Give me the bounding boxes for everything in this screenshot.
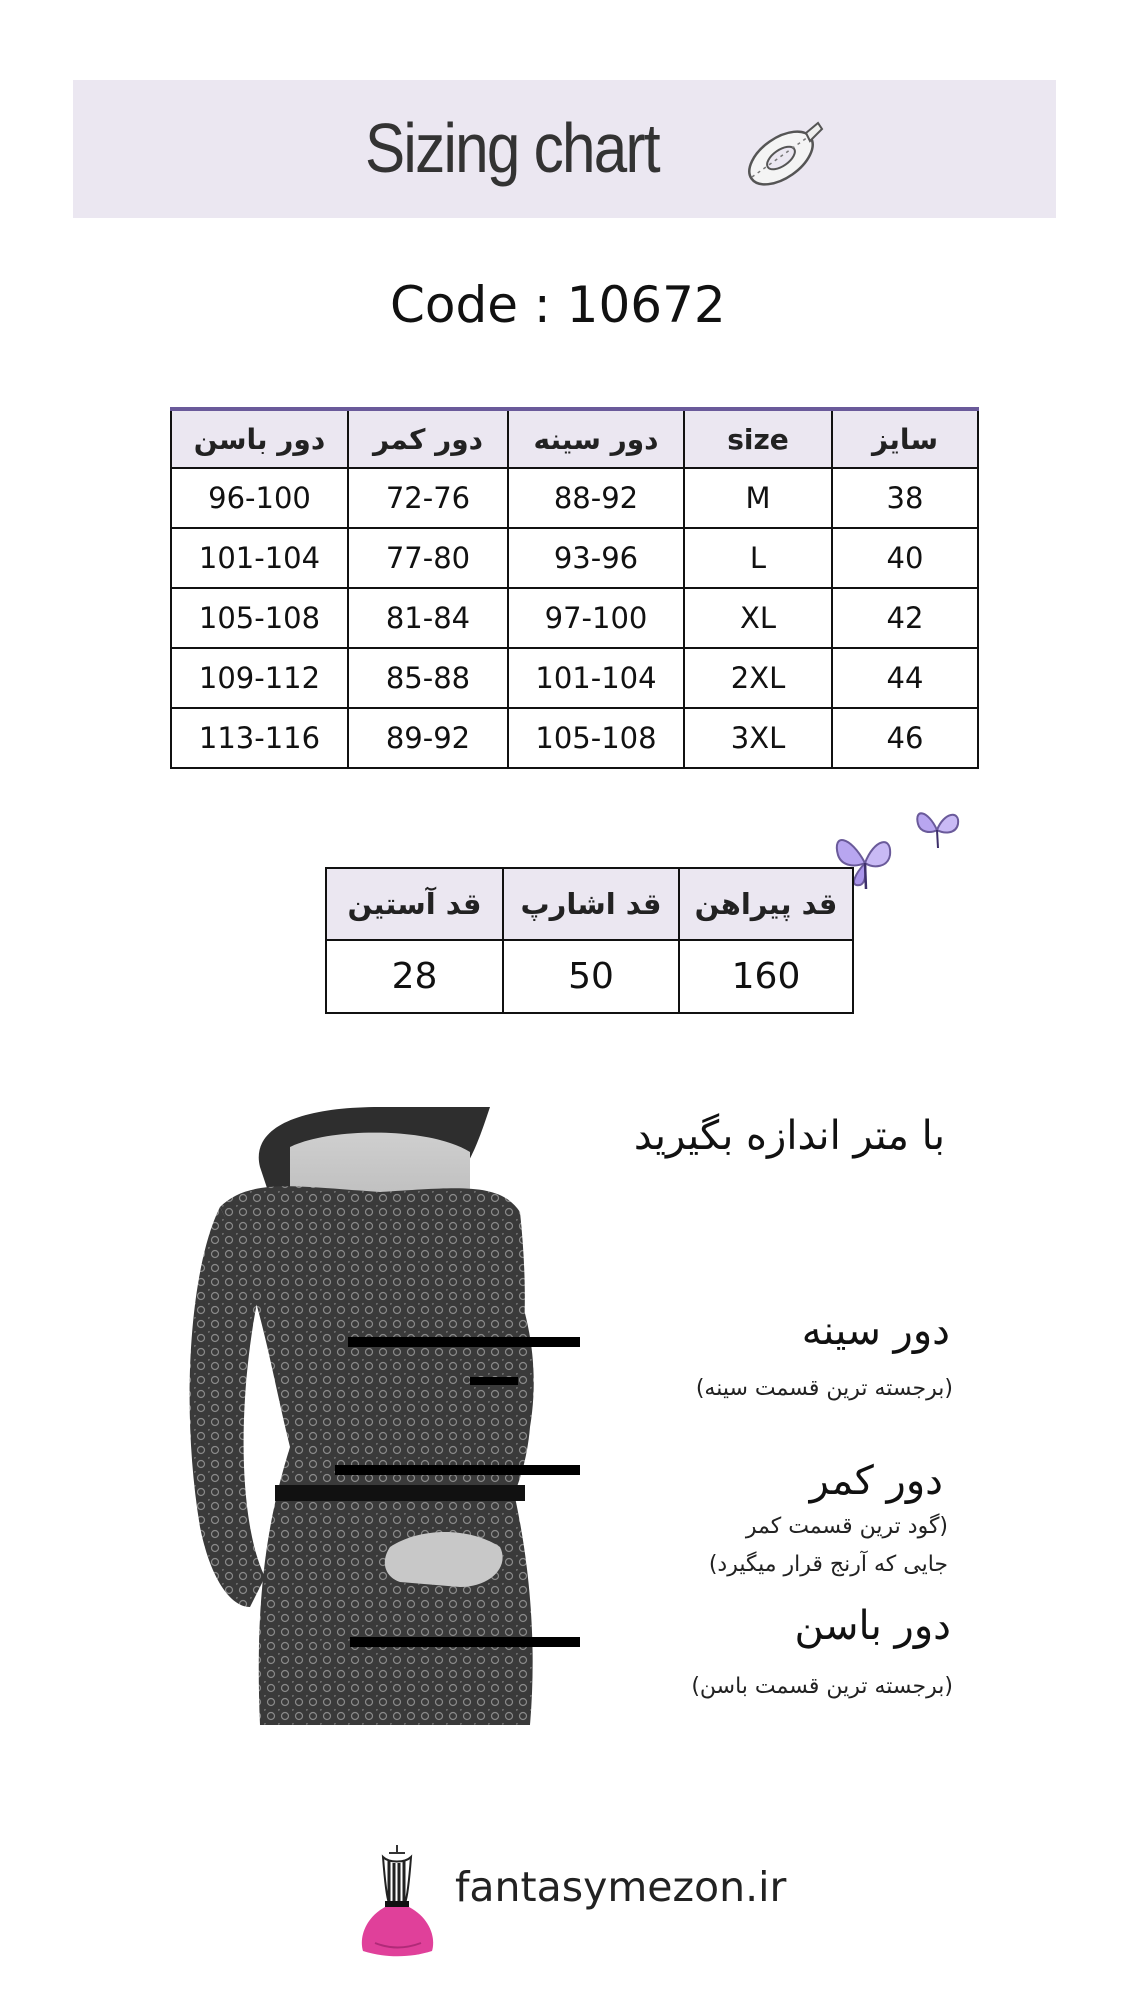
size-table <box>170 407 979 769</box>
header-size-fa: سایز <box>832 409 978 468</box>
length-table-header <box>326 868 853 940</box>
page-title: Sizing chart <box>365 109 659 187</box>
cell-size-en: M <box>684 468 832 528</box>
header-bust: دور سینه <box>508 409 684 468</box>
cell-size-en: XL <box>684 588 832 648</box>
table-row <box>171 708 978 768</box>
bust-label: دور سینه <box>801 1308 950 1354</box>
cell-sash-length: 50 <box>503 940 679 1013</box>
cell-waist: 85-88 <box>348 648 508 708</box>
cell-size-en: 3XL <box>684 708 832 768</box>
cell-bust: 101-104 <box>508 648 684 708</box>
cell-waist: 72-76 <box>348 468 508 528</box>
measurement-photo <box>180 1107 580 1725</box>
instructions-title: با متر اندازه بگیرید <box>633 1113 945 1159</box>
cell-sleeve-length: 28 <box>326 940 503 1013</box>
cell-size-en: 2XL <box>684 648 832 708</box>
table-row <box>171 588 978 648</box>
cell-waist: 81-84 <box>348 588 508 648</box>
header-waist: دور کمر <box>348 409 508 468</box>
header-size-en: size <box>684 409 832 468</box>
table-row <box>171 648 978 708</box>
hip-note: (برجسته ترین قسمت باسن) <box>691 1674 953 1699</box>
product-code: Code : 10672 <box>390 276 726 334</box>
header-dress-length: قد پیراهن <box>679 868 853 940</box>
cell-size-fa: 42 <box>832 588 978 648</box>
waist-note-line2: جایی که آرنج قرار میگیرد) <box>708 1552 948 1577</box>
cell-waist: 77-80 <box>348 528 508 588</box>
dress-logo-icon <box>355 1843 440 1958</box>
cell-bust: 97-100 <box>508 588 684 648</box>
cell-size-fa: 44 <box>832 648 978 708</box>
waist-label: دور کمر <box>809 1458 943 1504</box>
cell-hip: 113-116 <box>171 708 348 768</box>
size-table-header <box>171 409 978 468</box>
cell-bust: 105-108 <box>508 708 684 768</box>
cell-bust: 88-92 <box>508 468 684 528</box>
butterfly-icon <box>910 800 965 855</box>
table-row <box>171 528 978 588</box>
table-row <box>326 940 853 1013</box>
waist-note-line1: (گود ترین قسمت کمر <box>745 1514 948 1539</box>
measuring-tape-icon <box>738 115 824 201</box>
bust-note: (برجسته ترین قسمت سینه) <box>695 1376 953 1401</box>
cell-bust: 93-96 <box>508 528 684 588</box>
cell-size-en: L <box>684 528 832 588</box>
cell-hip: 105-108 <box>171 588 348 648</box>
cell-waist: 89-92 <box>348 708 508 768</box>
header-sash-length: قد اشارپ <box>503 868 679 940</box>
cell-size-fa: 40 <box>832 528 978 588</box>
cell-dress-length: 160 <box>679 940 853 1013</box>
site-url: fantasymezon.ir <box>455 1863 787 1911</box>
table-row <box>171 468 978 528</box>
header-hip: دور باسن <box>171 409 348 468</box>
hip-label: دور باسن <box>794 1603 951 1649</box>
cell-hip: 109-112 <box>171 648 348 708</box>
cell-size-fa: 38 <box>832 468 978 528</box>
cell-size-fa: 46 <box>832 708 978 768</box>
cell-hip: 96-100 <box>171 468 348 528</box>
length-table <box>325 867 854 1014</box>
cell-hip: 101-104 <box>171 528 348 588</box>
header-sleeve-length: قد آستین <box>326 868 503 940</box>
